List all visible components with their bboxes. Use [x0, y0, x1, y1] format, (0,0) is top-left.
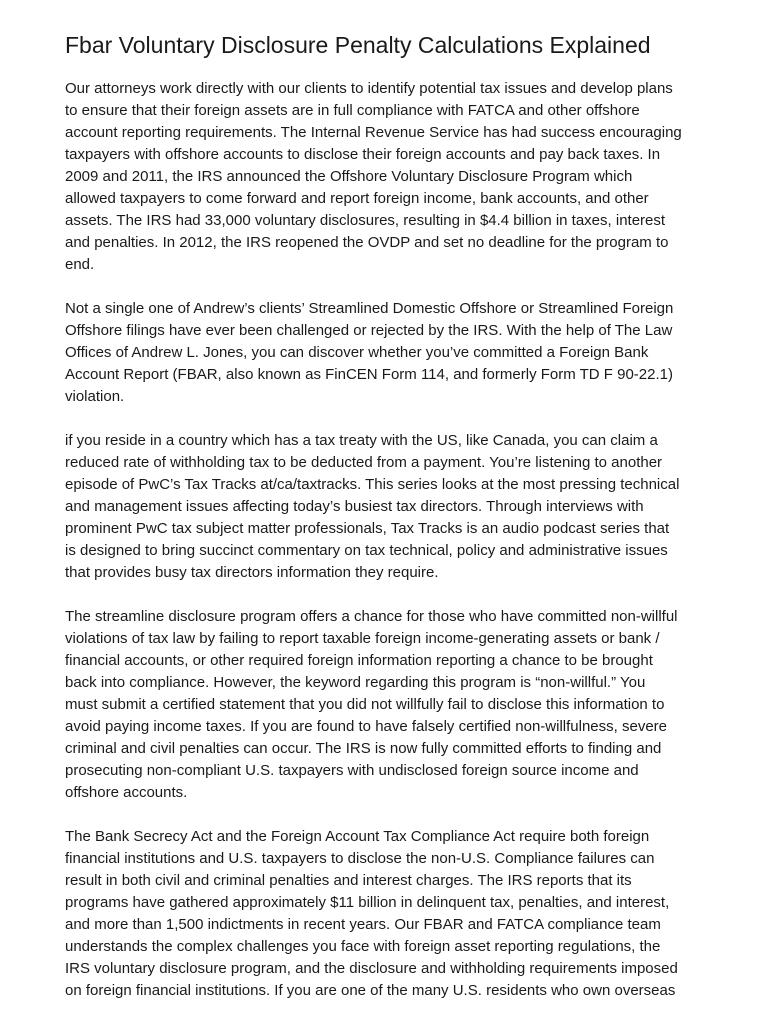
text-line: Offices of Andrew L. Jones, you can discover whether you’ve committed a Foreign Bank [65, 344, 649, 361]
page-title: Fbar Voluntary Disclosure Penalty Calculations Explained [65, 32, 651, 58]
text-line: to ensure that their foreign assets are in full compliance with FATCA and other offshore [65, 102, 640, 119]
text-line: reduced rate of withholding tax to be deducted from a payment. You’re listening to another [65, 454, 663, 471]
paragraph-1 [65, 78, 717, 276]
text-line: episode of PwC’s Tax Tracks at/ca/taxtracks. This series looks at the most pressing technical [65, 476, 680, 493]
text-line: if you reside in a country which has a tax treaty with the US, like Canada, you can claim a [65, 432, 658, 449]
text-line: programs have gathered approximately $11 billion in delinquent tax, penalties, and interest, [65, 894, 670, 911]
text-line: allowed taxpayers to come forward and report foreign income, bank accounts, and other [65, 190, 649, 207]
paragraph-2 [65, 298, 717, 408]
text-line: must submit a certified statement that you did not willfully fail to disclose this information to [65, 696, 665, 713]
text-line: end. [65, 256, 95, 273]
text-line: 2009 and 2011, the IRS announced the Offshore Voluntary Disclosure Program which [65, 168, 633, 185]
text-line: is designed to bring succinct commentary on tax technical, policy and administrative issues [65, 542, 668, 559]
text-line: violation. [65, 388, 125, 405]
paragraph-5 [65, 826, 717, 1002]
text-line: offshore accounts. [65, 784, 188, 801]
text-line: back into compliance. However, the keyword regarding this program is “non-willful.” You [65, 674, 646, 691]
text-line: and penalties. In 2012, the IRS reopened the OVDP and set no deadline for the program to [65, 234, 669, 251]
text-line: taxpayers with offshore accounts to disclose their foreign accounts and pay back taxes. In [65, 146, 661, 163]
text-line: financial accounts, or other required foreign information reporting a chance to be brought [65, 652, 653, 669]
text-line: prosecuting non-compliant U.S. taxpayers with undisclosed foreign source income and [65, 762, 639, 779]
text-line: Our attorneys work directly with our clients to identify potential tax issues and develop plans [65, 80, 673, 97]
text-line: financial institutions and U.S. taxpayers to disclose the non-U.S. Compliance failures can [65, 850, 655, 867]
text-line: IRS voluntary disclosure program, and the disclosure and withholding requirements imposed [65, 960, 678, 977]
text-line: criminal and civil penalties can occur. The IRS is now fully committed efforts to finding and [65, 740, 662, 757]
paragraph-4 [65, 606, 717, 804]
text-line: and more than 1,500 indictments in recent years. Our FBAR and FATCA compliance team [65, 916, 661, 933]
text-line: Account Report (FBAR, also known as FinCEN Form 114, and formerly Form TD F 90-22.1) [65, 366, 673, 383]
text-line: Offshore filings have ever been challenged or rejected by the IRS. With the help of The Law [65, 322, 673, 339]
text-line: result in both civil and criminal penalties and interest charges. The IRS reports that its [65, 872, 632, 889]
text-line: Not a single one of Andrew’s clients’ Streamlined Domestic Offshore or Streamlined Foreign [65, 300, 674, 317]
text-line: that provides busy tax directors information they require. [65, 564, 439, 581]
document-body [65, 78, 717, 1024]
text-line: The streamline disclosure program offers a chance for those who have committed non-willful [65, 608, 678, 625]
paragraph-3 [65, 430, 717, 584]
text-line: violations of tax law by failing to report taxable foreign income-generating assets or bank / [65, 630, 660, 647]
text-line: on foreign financial institutions. If you are one of the many U.S. residents who own overseas [65, 982, 676, 999]
text-line: prominent PwC tax subject matter professionals, Tax Tracks is an audio podcast series that [65, 520, 670, 537]
text-line: understands the complex challenges you face with foreign asset reporting regulations, the [65, 938, 661, 955]
text-line: account reporting requirements. The Internal Revenue Service has had success encouraging [65, 124, 682, 141]
text-line: assets. The IRS had 33,000 voluntary disclosures, resulting in $4.4 billion in taxes, interest [65, 212, 666, 229]
text-line: avoid paying income taxes. If you are found to have falsely certified non-willfulness, severe [65, 718, 667, 735]
text-line: The Bank Secrecy Act and the Foreign Account Tax Compliance Act require both foreign [65, 828, 650, 845]
text-line: and management issues affecting today’s busiest tax directors. Through interviews with [65, 498, 644, 515]
